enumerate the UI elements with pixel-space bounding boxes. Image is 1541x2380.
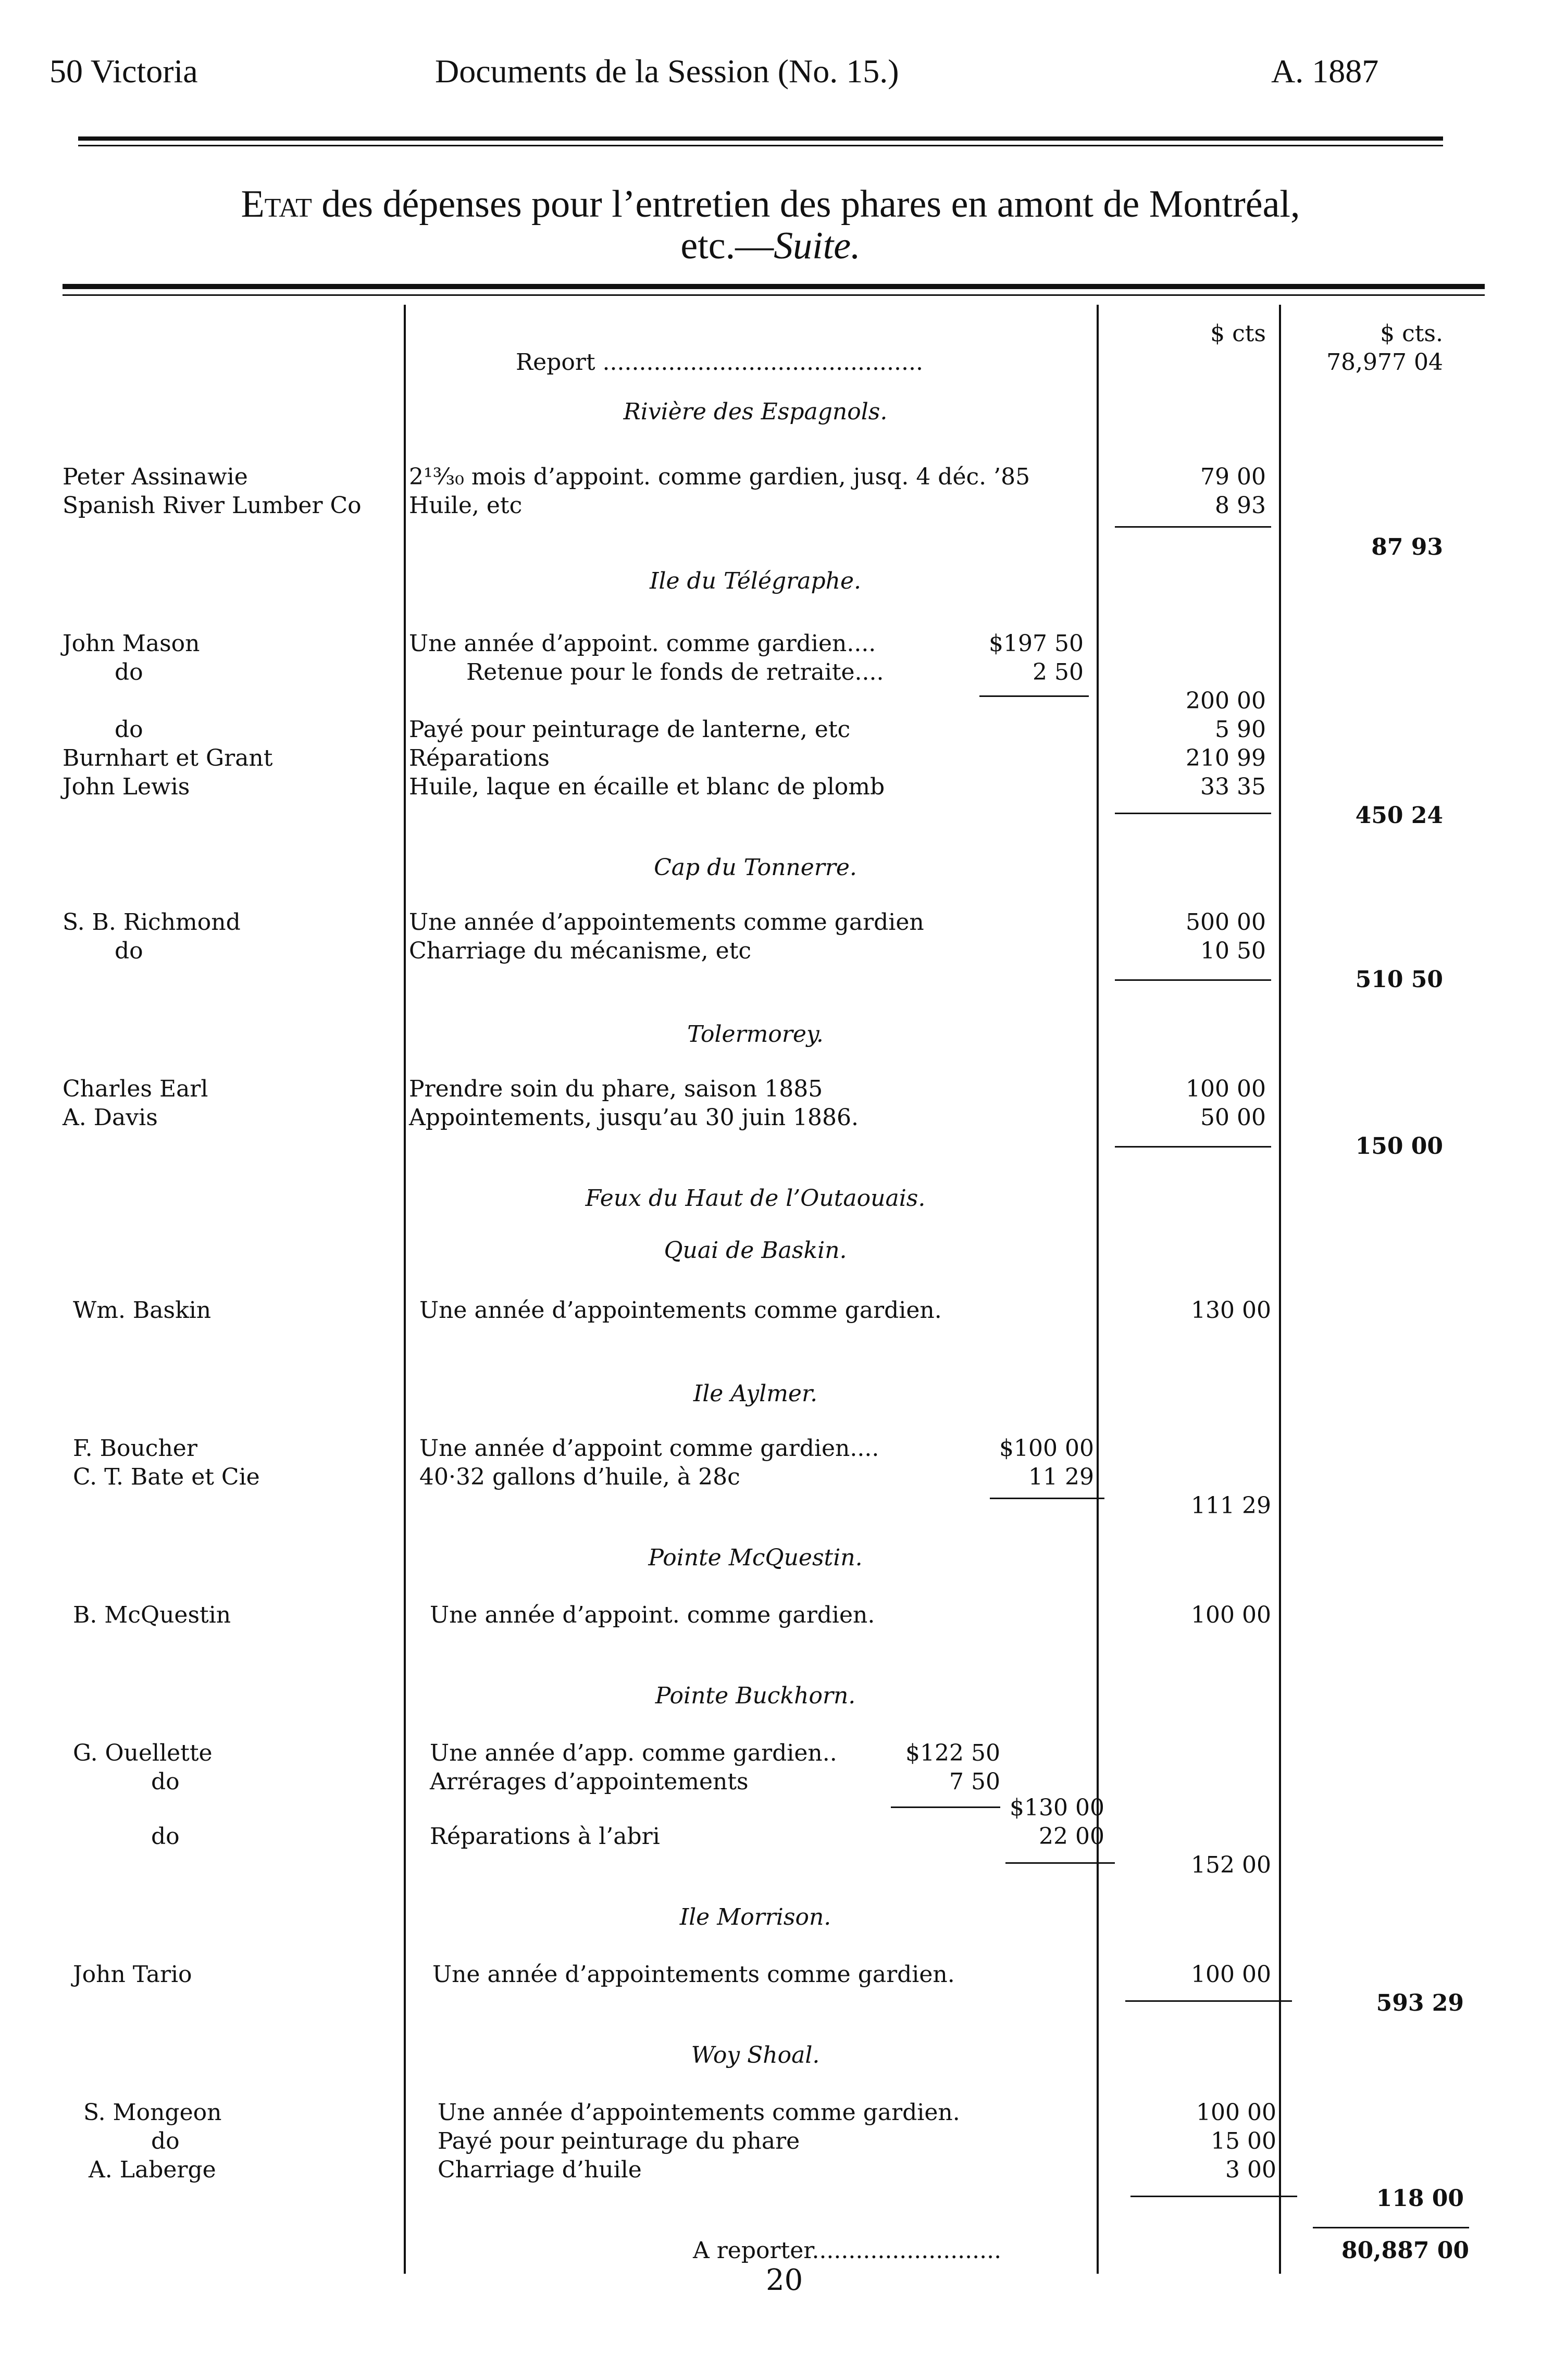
row-name: A. Laberge — [89, 2157, 216, 2183]
title-rule — [63, 284, 1485, 289]
section-total: 87 93 — [1371, 534, 1443, 560]
section-title: Ile Morrison. — [679, 1904, 831, 1930]
row-name: B. McQuestin — [73, 1602, 231, 1628]
row-name: John Lewis — [63, 774, 190, 800]
subtotal-rule — [1115, 1146, 1271, 1148]
row-desc: Une année d’appoint. comme gardien.... — [409, 630, 876, 657]
row-amount: 200 00 — [1186, 688, 1266, 714]
row-amount: 15 00 — [1211, 2128, 1276, 2154]
row-name: G. Ouellette — [73, 1740, 213, 1766]
row-name: Spanish River Lumber Co — [63, 492, 362, 519]
row-amount: 100 00 — [1186, 1076, 1266, 1102]
subtotal-rule — [1130, 2196, 1297, 2197]
row-name: John Tario — [73, 1961, 192, 1988]
section-title: Quai de Baskin. — [664, 1237, 847, 1264]
section-title: Pointe Buckhorn. — [655, 1683, 856, 1709]
header-rule — [78, 136, 1443, 141]
report-text: Report — [516, 349, 595, 376]
row-subamount: 7 50 — [949, 1768, 1000, 1795]
row-subamount: $100 00 — [999, 1435, 1094, 1462]
row-amount: 33 35 — [1200, 774, 1266, 800]
row-desc: Une année d’appointements comme gardien — [409, 909, 924, 936]
row-desc: Une année d’appointements comme gardien. — [432, 1961, 955, 1988]
row-name: do — [115, 716, 143, 743]
row-desc: Payé pour peinturage du phare — [438, 2128, 800, 2154]
header-left: 50 Victoria — [49, 53, 198, 90]
row-desc: Prendre soin du phare, saison 1885 — [409, 1076, 823, 1102]
row-name: do — [151, 1823, 180, 1850]
subtotal-rule — [1005, 1862, 1115, 1864]
row-name: John Mason — [63, 630, 200, 657]
row-name: do — [115, 938, 143, 964]
col-sep-names — [404, 305, 406, 2274]
row-desc: Payé pour peinturage de lanterne, etc — [409, 716, 851, 743]
row-desc: Une année d’app. comme gardien.. — [430, 1740, 837, 1766]
title-rest: des dépenses pour l’entretien des phares en amont de Montréal, — [312, 183, 1300, 226]
report-label — [516, 349, 923, 376]
subtotal-rule — [1115, 979, 1271, 981]
title-line2-prefix: etc.— — [680, 225, 774, 267]
section-amount: 152 00 — [1191, 1852, 1271, 1878]
subtotal-rule — [979, 695, 1089, 697]
section-total: 150 00 — [1355, 1133, 1443, 1160]
report-leader: ............................................ — [595, 349, 923, 376]
col-header-dollars: $ cts — [1210, 320, 1266, 347]
report-total: 78,977 04 — [1326, 349, 1443, 376]
row-desc: Réparations — [409, 745, 550, 771]
row-desc: Huile, etc — [409, 492, 523, 519]
title-rule-thin — [63, 294, 1485, 296]
row-name: do — [115, 659, 143, 686]
subtotal-rule — [990, 1498, 1104, 1499]
row-amount: 100 00 — [1196, 2099, 1276, 2126]
row-name: S. B. Richmond — [63, 909, 241, 936]
row-subamount: 11 29 — [1028, 1464, 1094, 1490]
title-lead: Etat — [241, 183, 312, 226]
title-line2-italic: Suite. — [774, 225, 861, 267]
section-amount: 111 29 — [1191, 1492, 1271, 1519]
section-total: 450 24 — [1355, 802, 1443, 829]
row-name: Wm. Baskin — [73, 1297, 212, 1324]
row-amount: 50 00 — [1200, 1104, 1266, 1131]
section-title: Woy Shoal. — [691, 2042, 820, 2069]
subtotal-rule — [1115, 526, 1271, 528]
row-amount: 100 00 — [1191, 1602, 1271, 1628]
row-desc: Charriage d’huile — [438, 2157, 642, 2183]
row-name: Peter Assinawie — [63, 464, 248, 490]
row-name: Burnhart et Grant — [63, 745, 273, 771]
row-amount: 8 93 — [1215, 492, 1266, 519]
row-amount: 130 00 — [1191, 1297, 1271, 1324]
row-desc: Retenue pour le fonds de retraite.... — [466, 659, 884, 686]
row-desc: Une année d’appoint comme gardien.... — [419, 1435, 879, 1462]
row-desc: Charriage du mécanisme, etc — [409, 938, 752, 964]
col-sep-amount — [1279, 305, 1281, 2274]
row-subamount: $197 50 — [989, 630, 1084, 657]
row-amount: 5 90 — [1215, 716, 1266, 743]
section-title: Ile du Télégraphe. — [649, 568, 861, 594]
row-name: F. Boucher — [73, 1435, 197, 1462]
row-subamount2: 22 00 — [1039, 1823, 1104, 1850]
row-amount: 500 00 — [1186, 909, 1266, 936]
section-title: Pointe McQuestin. — [648, 1544, 863, 1571]
footer-leader: .......................... — [812, 2237, 1002, 2264]
row-desc: 40·32 gallons d’huile, à 28c — [419, 1464, 740, 1490]
col-header-total: $ cts. — [1380, 320, 1443, 347]
subtotal-rule — [1125, 2000, 1292, 2002]
page-number: 20 — [766, 2263, 803, 2297]
section-total: 510 50 — [1355, 966, 1443, 993]
row-subamount: 2 50 — [1033, 659, 1084, 686]
row-amount: 3 00 — [1225, 2157, 1276, 2183]
row-desc: Une année d’appointements comme gardien. — [419, 1297, 942, 1324]
footer-text: A reporter — [693, 2237, 812, 2264]
section-total: 118 00 — [1376, 2185, 1464, 2212]
page-title — [0, 182, 1541, 227]
row-desc: Huile, laque en écaille et blanc de plomb — [409, 774, 885, 800]
row-desc: Une année d’appoint. comme gardien. — [430, 1602, 875, 1628]
row-amount: 210 99 — [1186, 745, 1266, 771]
header-center: Documents de la Session (No. 15.) — [435, 53, 899, 90]
section-title: Feux du Haut de l’Outaouais. — [585, 1185, 926, 1212]
row-name: C. T. Bate et Cie — [73, 1464, 260, 1490]
header-rule-thin — [78, 145, 1443, 146]
section-title: Tolermorey. — [687, 1021, 824, 1048]
col-sep-desc — [1097, 305, 1099, 2274]
row-name: S. Mongeon — [83, 2099, 222, 2126]
footer-label — [693, 2237, 1001, 2264]
section-title: Ile Aylmer. — [693, 1380, 818, 1407]
row-amount: 100 00 — [1191, 1961, 1271, 1988]
row-amount: 79 00 — [1200, 464, 1266, 490]
row-desc: Réparations à l’abri — [430, 1823, 660, 1850]
subtotal-rule — [1115, 813, 1271, 814]
row-subamount: $122 50 — [905, 1740, 1000, 1766]
row-desc: Une année d’appointements comme gardien. — [438, 2099, 960, 2126]
total-rule — [1313, 2227, 1469, 2228]
header-right: A. 1887 — [1271, 53, 1379, 90]
page-title-line2 — [0, 224, 1541, 268]
section-title: Cap du Tonnerre. — [654, 854, 857, 881]
footer-total: 80,887 00 — [1341, 2237, 1469, 2264]
row-desc: Arrérages d’appointements — [430, 1768, 749, 1795]
section-total: 593 29 — [1376, 1990, 1464, 2016]
row-desc: 2¹³⁄₃₀ mois d’appoint. comme gardien, jusq. 4 déc. ’85 — [409, 464, 1030, 490]
row-name: Charles Earl — [63, 1076, 208, 1102]
row-amount: 10 50 — [1200, 938, 1266, 964]
row-desc: Appointements, jusqu’au 30 juin 1886. — [409, 1104, 859, 1131]
row-name: do — [151, 2128, 180, 2154]
section-title: Rivière des Espagnols. — [623, 398, 888, 425]
row-name: do — [151, 1768, 180, 1795]
row-name: A. Davis — [63, 1104, 158, 1131]
row-subamount2: $130 00 — [1010, 1795, 1104, 1821]
